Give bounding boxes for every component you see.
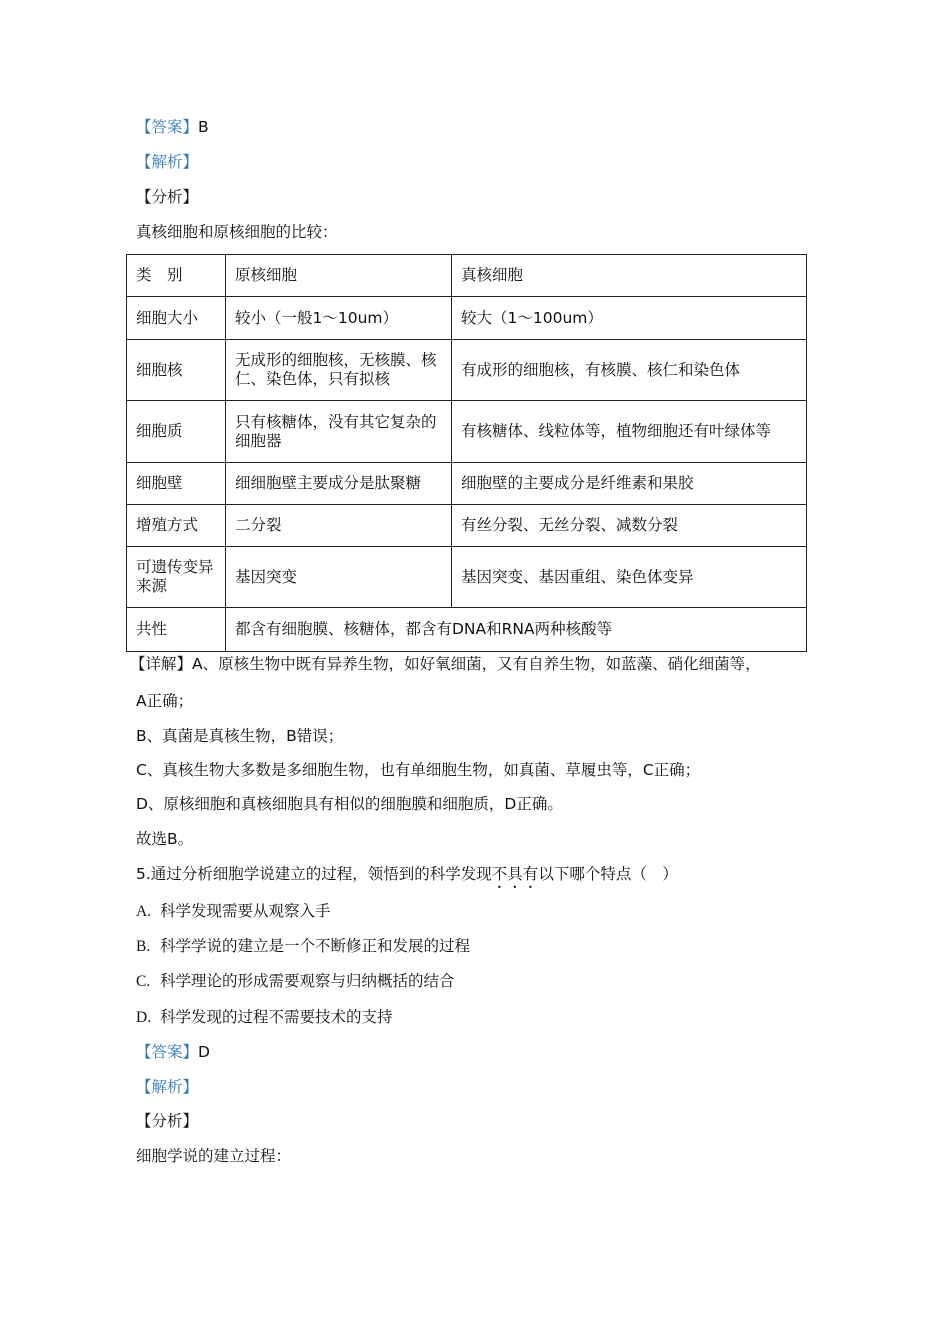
- answer-label: 【答案】: [136, 118, 199, 136]
- stem-emphasis: 不具有: [491, 865, 539, 883]
- detail-line: B、真菌是真核生物，B错误；: [136, 727, 344, 745]
- table-cell: 无成形的细胞核，无核膜、核仁、染色体，只有拟核: [226, 340, 452, 401]
- intro-text: 真核细胞和原核细胞的比较：: [136, 223, 338, 241]
- jiexi-label: 【解析】: [136, 153, 199, 171]
- table-cell: 有成形的细胞核，有核膜、核仁和染色体: [452, 340, 807, 401]
- option-d: [136, 1007, 393, 1028]
- table-cell: 共性: [127, 608, 226, 652]
- detail-line: D、原核细胞和真核细胞具有相似的细胞膜和细胞质，D正确。: [136, 795, 563, 813]
- stem-text: 5.通过分析细胞学说建立的过程，领悟到的科学发现: [136, 865, 492, 883]
- intro-text: 细胞学说的建立过程：: [136, 1147, 292, 1165]
- table-cell: 类 别: [127, 255, 226, 297]
- table-header-row: [127, 255, 807, 297]
- table-row: [127, 340, 807, 401]
- table-row: [127, 401, 807, 463]
- table-cell: 细胞壁的主要成分是纤维素和果胶: [452, 463, 807, 505]
- table-row: [127, 505, 807, 547]
- detail-line: A正确；: [136, 692, 194, 710]
- fenxi-label: 【分析】: [136, 188, 199, 206]
- jiexi-label: 【解析】: [136, 1078, 199, 1096]
- table-cell: 较小（一般1～10um）: [226, 297, 452, 340]
- table-row: [127, 547, 807, 608]
- answer-value: D: [198, 1043, 210, 1061]
- table-cell: 基因突变、基因重组、染色体变异: [452, 547, 807, 608]
- fenxi-label: 【分析】: [136, 1112, 199, 1130]
- option-a: [136, 901, 331, 922]
- question-5-stem: [136, 864, 678, 892]
- table-cell: 二分裂: [226, 505, 452, 547]
- option-letter: B.: [136, 938, 151, 955]
- table-cell: 较大（1～100um）: [452, 297, 807, 340]
- option-text: 科学学说的建立是一个不断修正和发展的过程: [160, 937, 471, 955]
- table-cell: 细胞壁: [127, 463, 226, 505]
- table-cell: 增殖方式: [127, 505, 226, 547]
- table-cell: 可遗传变异来源: [127, 547, 226, 608]
- answer-label: 【答案】: [136, 1043, 199, 1061]
- table-cell: 有丝分裂、无丝分裂、减数分裂: [452, 505, 807, 547]
- option-c: [136, 971, 455, 992]
- detail-line: 故选B。: [136, 830, 194, 848]
- option-letter: D.: [136, 1009, 152, 1026]
- table-row: [127, 297, 807, 340]
- answer-line: [136, 1042, 210, 1062]
- table-cell: 细细胞壁主要成分是肽聚糖: [226, 463, 452, 505]
- table-cell: 有核糖体、线粒体等，植物细胞还有叶绿体等: [452, 401, 807, 463]
- option-text: 科学发现需要从观察入手: [160, 902, 331, 920]
- comparison-table: [126, 254, 807, 652]
- table-row: [127, 463, 807, 505]
- option-letter: A.: [136, 903, 152, 920]
- detail-line: C、真核生物大多数是多细胞生物，也有单细胞生物，如真菌、草履虫等，C正确；: [136, 761, 701, 779]
- stem-text: 以下哪个特点（ ）: [538, 865, 678, 883]
- table-cell: 真核细胞: [452, 255, 807, 297]
- table-cell: 原核细胞: [226, 255, 452, 297]
- option-letter: C.: [136, 973, 151, 990]
- table-cell: 细胞核: [127, 340, 226, 401]
- table-cell: 只有核糖体，没有其它复杂的细胞器: [226, 401, 452, 463]
- answer-line: [136, 117, 209, 137]
- table-row-common: [127, 608, 807, 652]
- option-b: [136, 936, 470, 957]
- option-text: 科学理论的形成需要观察与归纳概括的结合: [160, 972, 455, 990]
- table-cell: 都含有细胞膜、核糖体，都含有DNA和RNA两种核酸等: [226, 608, 807, 652]
- table-cell: 细胞质: [127, 401, 226, 463]
- detail-line: 【详解】A、原核生物中既有异养生物，如好氧细菌，又有自养生物，如蓝藻、硝化细菌等，: [130, 655, 761, 673]
- table-cell: 细胞大小: [127, 297, 226, 340]
- option-text: 科学发现的过程不需要技术的支持: [160, 1008, 393, 1026]
- table-cell: 基因突变: [226, 547, 452, 608]
- answer-value: B: [198, 118, 209, 136]
